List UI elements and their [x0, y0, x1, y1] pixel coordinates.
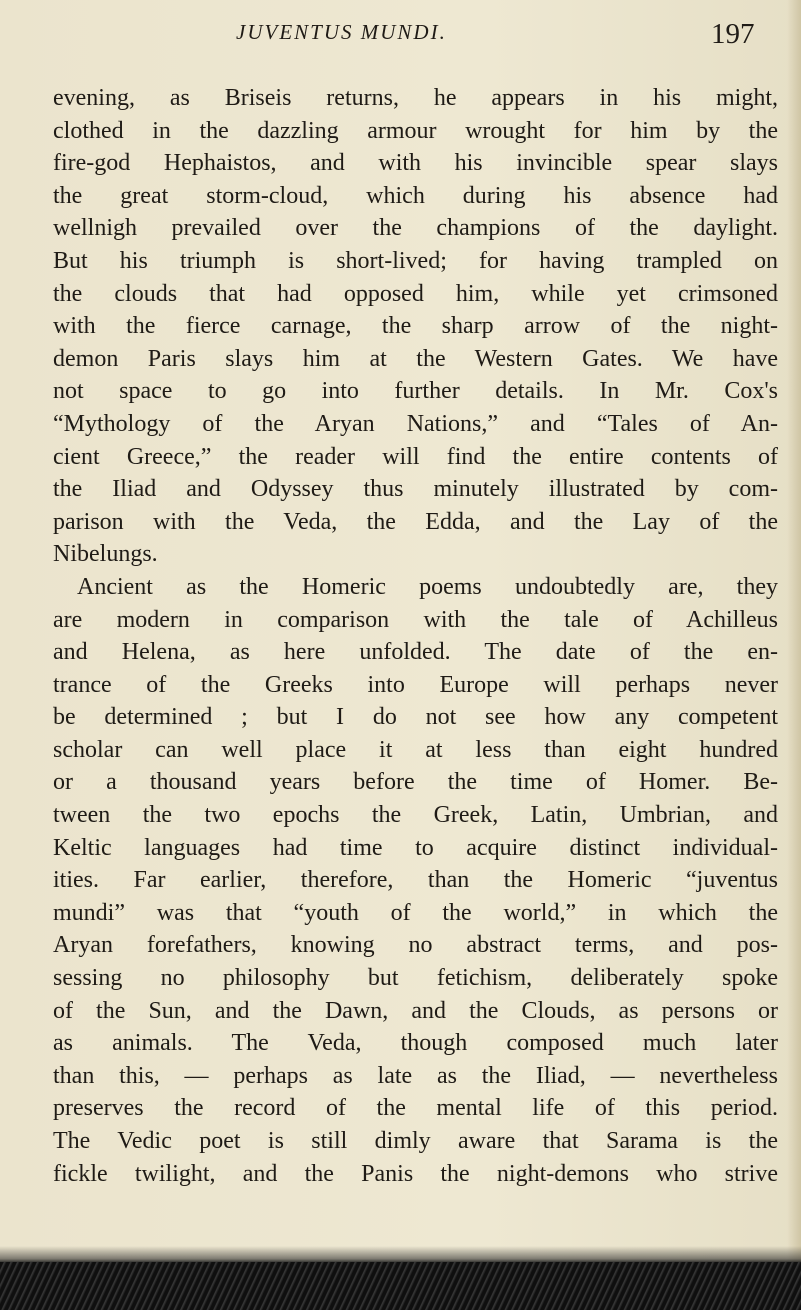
- text-line: “Mythology of the Aryan Nations,” and “Tales of An-: [53, 410, 778, 437]
- text-line: fickle twilight, and the Panis the night-demons who strive: [53, 1160, 778, 1187]
- text-line: parison with the Veda, the Edda, and the Lay of the: [53, 508, 778, 535]
- page-header: [0, 18, 801, 52]
- text-line: fire-god Hephaistos, and with his invincible spear slays: [53, 150, 778, 177]
- scan-border: [0, 1262, 801, 1310]
- text-line: evening, as Briseis returns, he appears in his might,: [53, 85, 778, 111]
- text-line: the great storm-cloud, which during his absence had: [53, 182, 778, 209]
- text-line: than this, — perhaps as late as the Iliad, — nevertheless: [53, 1062, 778, 1089]
- text-line: Ancient as the Homeric poems undoubtedly are, they: [77, 573, 778, 600]
- text-line: Aryan forefathers, knowing no abstract terms, and pos-: [53, 932, 778, 959]
- text-line: scholar can well place it at less than eight hundred: [53, 736, 778, 763]
- text-line: sessing no philosophy but fetichism, deliberately spoke: [53, 965, 778, 992]
- text-line: demon Paris slays him at the Western Gates. We have: [53, 345, 778, 372]
- text-line: tween the two epochs the Greek, Latin, Umbrian, and: [53, 802, 778, 829]
- text-line: ities. Far earlier, therefore, than the Homeric “juventus: [53, 867, 778, 894]
- text-line: clothed in the dazzling armour wrought for him by the: [53, 117, 778, 144]
- text-line: trance of the Greeks into Europe will perhaps never: [53, 671, 778, 698]
- text-line: as animals. The Veda, though composed much later: [53, 1030, 778, 1057]
- text-line: cient Greece,” the reader will find the entire contents of: [53, 443, 778, 470]
- text-line: are modern in comparison with the tale of Achilleus: [53, 606, 778, 633]
- body-text: [53, 82, 778, 1190]
- text-line: the clouds that had opposed him, while yet crimsoned: [53, 280, 778, 307]
- text-line: Nibelungs.: [53, 541, 158, 568]
- running-head: JUVENTUS MUNDI.: [236, 20, 447, 44]
- text-line: mundi” was that “youth of the world,” in which the: [53, 899, 778, 926]
- text-line: The Vedic poet is still dimly aware that Sarama is the: [53, 1128, 778, 1154]
- text-line: be determined ; but I do not see how any competent: [53, 704, 778, 731]
- text-line: wellnigh prevailed over the champions of the daylight.: [53, 215, 778, 242]
- text-line: of the Sun, and the Dawn, and the Clouds, as persons or: [53, 997, 778, 1024]
- text-line: the Iliad and Odyssey thus minutely illustrated by com-: [53, 476, 778, 503]
- text-line: preserves the record of the mental life of this period.: [53, 1095, 778, 1122]
- page-number: 197: [711, 18, 755, 50]
- text-line: not space to go into further details. In Mr. Cox's: [53, 378, 778, 405]
- text-line: Keltic languages had time to acquire distinct individual-: [53, 834, 778, 861]
- text-line: with the fierce carnage, the sharp arrow of the night-: [53, 313, 778, 340]
- text-line: and Helena, as here unfolded. The date of the en-: [53, 639, 778, 666]
- text-line: or a thousand years before the time of Homer. Be-: [53, 769, 778, 796]
- text-line: But his triumph is short-lived; for having trampled on: [53, 247, 778, 274]
- page-edge-shadow: [787, 0, 801, 1310]
